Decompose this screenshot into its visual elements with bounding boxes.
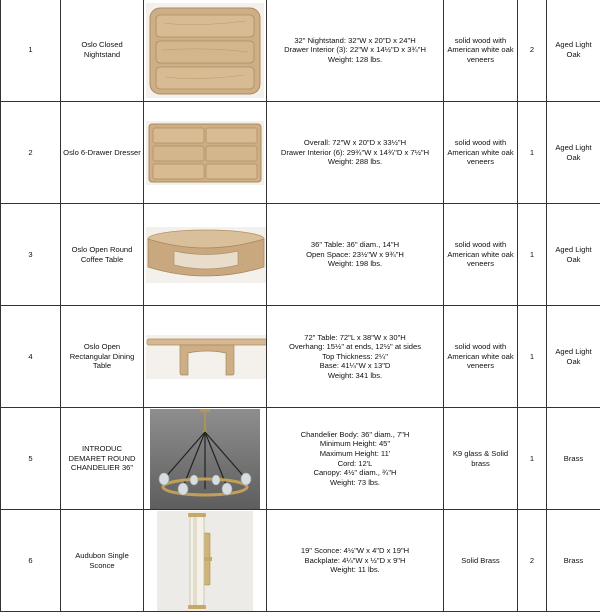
row-number: 5: [1, 408, 61, 510]
dimensions: 32" Nightstand: 32"W x 20"D x 24"H Drawer Interior (3): 22"W x 14½"D x 3¾"H Weight: 128 lbs.: [267, 0, 444, 102]
product-name: INTRODUC DEMARET ROUND CHANDELIER 36": [61, 408, 144, 510]
oslo-round-coffee-table-photo: [146, 227, 266, 283]
dimensions: 72" Table: 72"L x 38"W x 30"H Overhang: 15½" at ends, 12½" at sides Top Thickness: 2¼" Base: 41¼"W x 13"D Weight: 341 lbs.: [267, 306, 444, 408]
dimensions: 19" Sconce: 4½"W x 4"D x 19"H Backplate: 4¼"W x ½"D x 9"H Weight: 11 lbs.: [267, 510, 444, 612]
quantity: 2: [518, 0, 547, 102]
quantity: 1: [518, 204, 547, 306]
audubon-single-sconce-photo: [157, 511, 253, 611]
finish: Brass: [547, 408, 600, 510]
product-name: Oslo Open Round Coffee Table: [61, 204, 144, 306]
finish: Aged Light Oak: [547, 306, 600, 408]
finish: Aged Light Oak: [547, 102, 600, 204]
table-row: [1, 408, 600, 510]
table-row: [1, 102, 600, 204]
quantity: 1: [518, 102, 547, 204]
dimensions: Chandelier Body: 36" diam., 7"H Minimum Height: 45" Maximum Height: 11' Cord: 12'L Canopy: 4½" diam., ¾"H Weight: 73 lbs.: [267, 408, 444, 510]
material: solid wood with American white oak veneers: [444, 204, 518, 306]
table-row: [1, 306, 600, 408]
material: solid wood with American white oak veneers: [444, 306, 518, 408]
table-row: [1, 510, 600, 612]
row-number: 4: [1, 306, 61, 408]
material: solid wood with American white oak veneers: [444, 102, 518, 204]
product-image-cell: [144, 102, 267, 204]
row-number: 2: [1, 102, 61, 204]
table-row: [1, 204, 600, 306]
oslo-rectangular-dining-table-photo: [146, 335, 267, 379]
dimensions: Overall: 72"W x 20"D x 33½"H Drawer Interior (6): 29¾"W x 14¾"D x 7½"H Weight: 288 lbs.: [267, 102, 444, 204]
row-number: 3: [1, 204, 61, 306]
demaret-round-chandelier-photo: [150, 409, 260, 509]
oslo-6-drawer-dresser-photo: [146, 121, 264, 185]
material: K9 glass & Solid brass: [444, 408, 518, 510]
row-number: 1: [1, 0, 61, 102]
finish: Aged Light Oak: [547, 204, 600, 306]
product-name: Oslo Closed Nightstand: [61, 0, 144, 102]
product-image-cell: [144, 306, 267, 408]
quantity: 1: [518, 306, 547, 408]
finish: Aged Light Oak: [547, 0, 600, 102]
product-image-cell: [144, 204, 267, 306]
table-row: [1, 0, 600, 102]
dimensions: 36" Table: 36" diam., 14"H Open Space: 23½"W x 9¾"H Weight: 198 lbs.: [267, 204, 444, 306]
oslo-closed-nightstand-photo: [146, 3, 264, 98]
row-number: 6: [1, 510, 61, 612]
material: Solid Brass: [444, 510, 518, 612]
quantity: 1: [518, 408, 547, 510]
finish: Brass: [547, 510, 600, 612]
material: solid wood with American white oak veneers: [444, 0, 518, 102]
product-image-cell: [144, 510, 267, 612]
product-name: Audubon Single Sconce: [61, 510, 144, 612]
product-image-cell: [144, 408, 267, 510]
product-image-cell: [144, 0, 267, 102]
product-name: Oslo Open Rectangular Dining Table: [61, 306, 144, 408]
product-name: Oslo 6-Drawer Dresser: [61, 102, 144, 204]
quantity: 2: [518, 510, 547, 612]
